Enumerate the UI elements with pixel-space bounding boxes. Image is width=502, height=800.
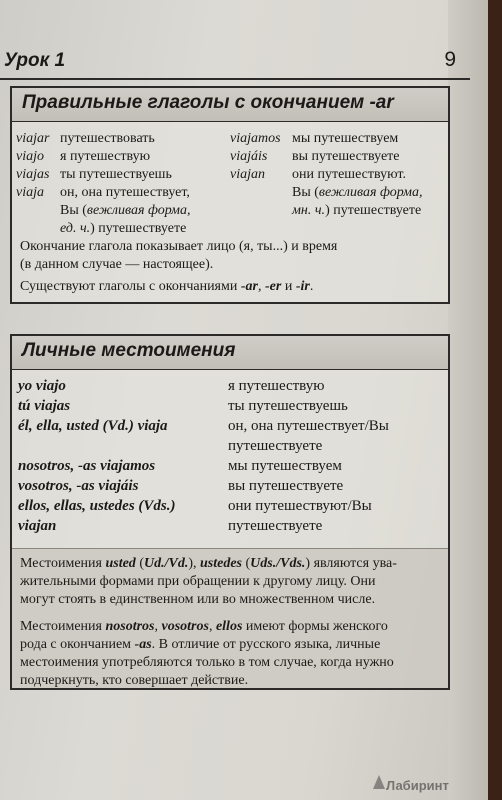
russian-translation: вы путешествуете — [228, 478, 344, 494]
plural-column — [230, 130, 448, 220]
conjugation-row — [230, 130, 448, 148]
conjugation-row-continued — [230, 202, 448, 220]
spanish-form: tú viajas — [18, 398, 71, 414]
ending-er: -er — [264, 279, 282, 294]
pronoun-row — [18, 396, 446, 416]
page-header — [0, 48, 470, 80]
russian-translation: вы путешествуете — [292, 149, 400, 164]
russian-translation: он, она путешествует/Вы путешествуете — [228, 418, 389, 454]
pronoun-row — [18, 496, 446, 536]
page-number: 9 — [444, 48, 456, 71]
russian-translation: ты путешествуешь — [228, 398, 348, 414]
russian-translation: Вы (вежливая форма, — [292, 185, 423, 200]
spanish-form: nosotros, -as viajamos — [18, 458, 156, 474]
pronoun-row — [18, 476, 446, 496]
russian-translation: они путешествуют/Вы путешествуете — [228, 498, 372, 534]
facing-page-edge — [448, 0, 488, 800]
spanish-form: vosotros, -as viajáis — [18, 478, 139, 494]
conjugation-row — [16, 130, 230, 148]
spanish-form: viaja — [16, 185, 44, 200]
courtesy-forms-note: Местоимения usted (Ud./Vd.), ustedes (Uds./Vds.) являются ува- жительными формами при обращении к другому лицу. Они могут стоять в единственном или во множественном числе. — [12, 548, 448, 612]
ending-explanation: Окончание глагола показывает лицо (я, ты...) и время (в данном случае — настоящее). — [20, 239, 338, 272]
ending-ir: -ir — [295, 279, 310, 294]
russian-translation: они путешествуют. — [292, 167, 406, 182]
spanish-form: yo viajo — [18, 378, 66, 394]
russian-translation: путешествовать — [60, 131, 155, 146]
conjugation-row-continued — [16, 202, 230, 220]
pronoun-row — [18, 456, 446, 476]
labyrinth-logo-icon — [372, 774, 386, 790]
conjugation-table — [12, 124, 448, 234]
conjugation-row-continued — [230, 184, 448, 202]
watermark-logo: Лабиринт — [386, 778, 449, 793]
ar-verbs-box — [10, 86, 450, 304]
pronoun-row — [18, 376, 446, 396]
conjugation-row — [16, 148, 230, 166]
russian-translation: он, она путешествует, — [60, 185, 190, 200]
spanish-form: viajo — [16, 149, 44, 164]
pronoun-row — [18, 416, 446, 456]
russian-translation: мы путешествуем — [292, 131, 399, 146]
ending-ar: -ar — [240, 279, 258, 294]
russian-translation: я путешествую — [60, 149, 151, 164]
singular-column — [16, 130, 230, 238]
spanish-form: viajamos — [230, 131, 281, 146]
ar-verbs-title: Правильные глаголы с окончанием -ar — [12, 88, 448, 122]
pronouns-title: Личные местоимения — [12, 336, 448, 370]
russian-translation: ед. ч.) путешествуете — [60, 221, 187, 236]
spanish-form: viajas — [16, 167, 50, 182]
spanish-form: él, ella, usted (Vd.) viaja — [18, 418, 168, 434]
spanish-form: viajar — [16, 131, 50, 146]
lesson-title: Урок 1 — [4, 50, 66, 71]
russian-translation: ты путешествуешь — [60, 167, 172, 182]
conjugation-row — [230, 166, 448, 184]
conjugation-row — [16, 184, 230, 202]
feminine-forms-note: Местоимения nosotros, vosotros, ellos имеют формы женского рода с окончанием -as. В отличие от русского языка, личные местоимения употребляются только в том случае, когда нужно подчеркнуть, кто совершает действие. — [12, 612, 448, 688]
verb-endings-note: Существуют глаголы с окончаниями -ar, -er и -ir. — [20, 279, 314, 294]
russian-translation: мн. ч.) путешествуете — [292, 203, 422, 218]
spanish-form: ellos, ellas, ustedes (Vds.) viajan — [18, 498, 176, 534]
spanish-form: viajan — [230, 167, 265, 182]
conjugation-row — [230, 148, 448, 166]
russian-translation: Вы (вежливая форма, — [60, 203, 191, 218]
pronouns-box — [10, 334, 450, 690]
russian-translation: мы путешествуем — [228, 458, 342, 474]
russian-translation: я путешествую — [228, 378, 325, 394]
conjugation-row — [16, 166, 230, 184]
pronoun-table — [18, 376, 446, 536]
conjugation-row-continued — [16, 220, 230, 238]
spanish-form: viajáis — [230, 149, 268, 164]
